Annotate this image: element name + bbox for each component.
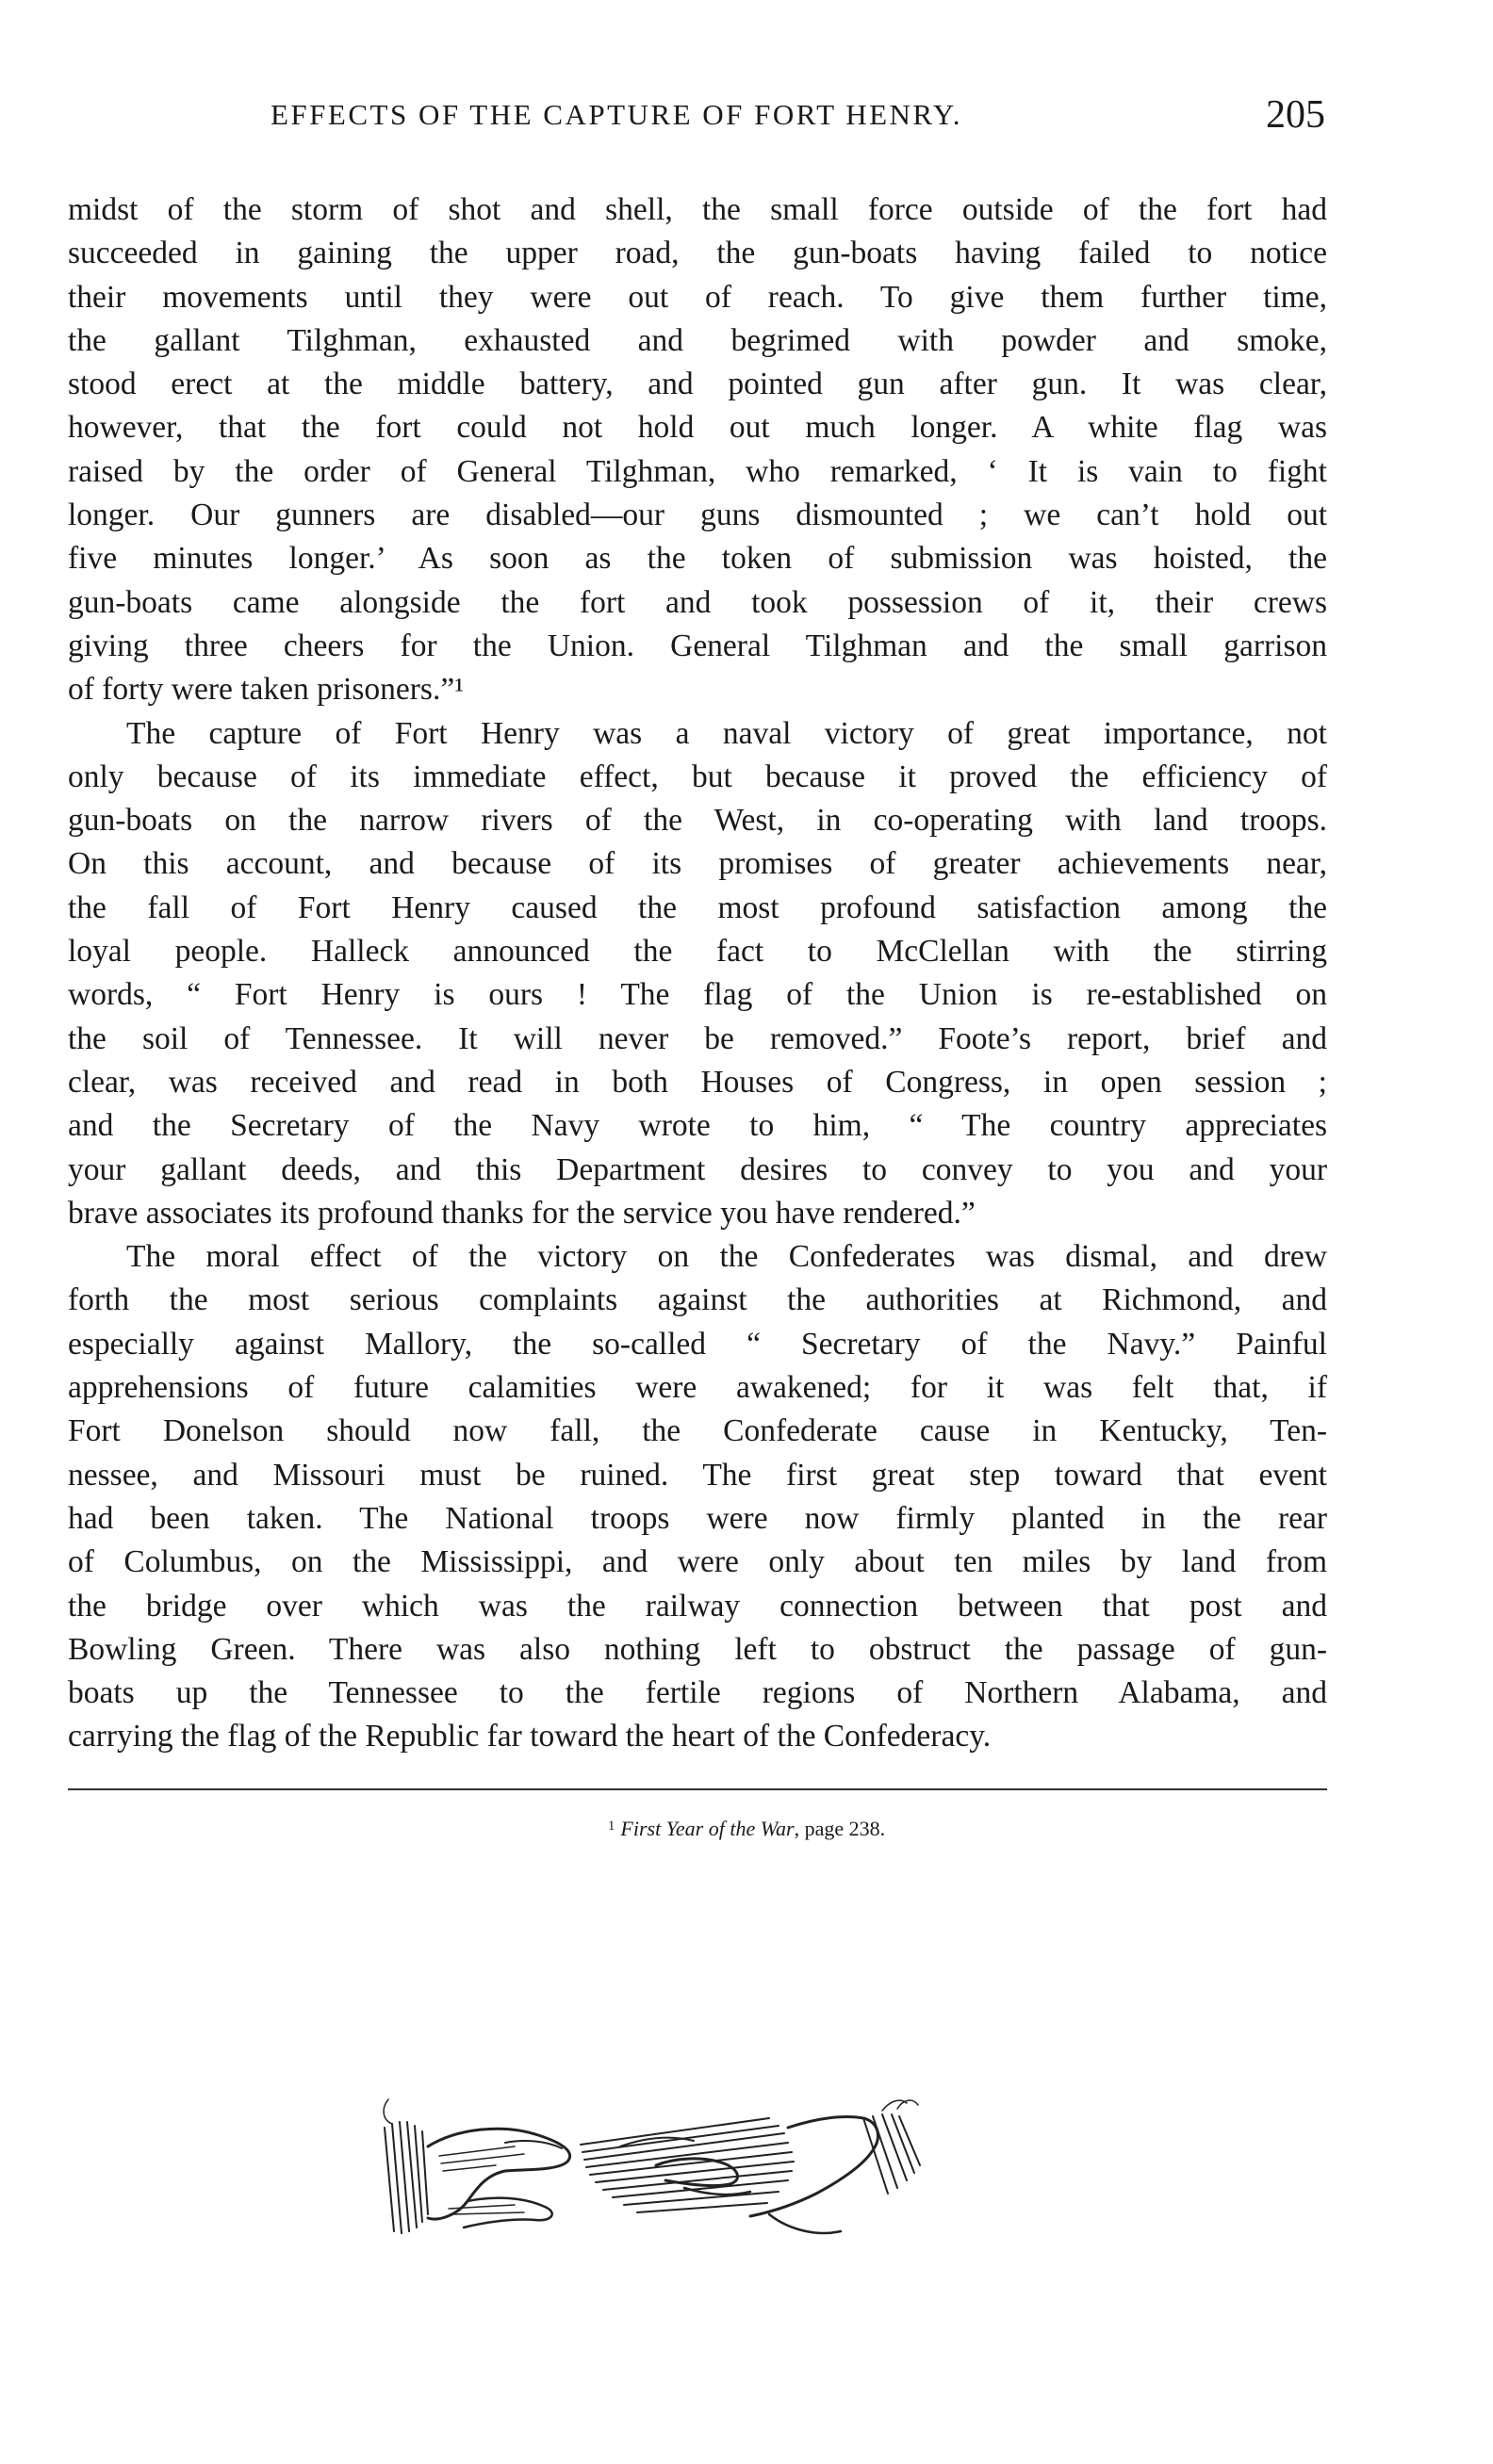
text-line: longer. Our gunners are disabled—our guns dismounted ; we can’t hold out <box>68 498 1327 533</box>
paragraph-start-line: The moral effect of the victory on the Confederates was dismal, and drew <box>126 1239 1327 1275</box>
text-line: stood erect at the middle battery, and pointed gun after gun. It was clear, <box>68 367 1327 402</box>
text-line: the bridge over which was the railway connection between that post and <box>68 1588 1327 1624</box>
text-line: of forty were taken prisoners.”¹ <box>68 672 465 708</box>
text-line: had been taken. The National troops were now firmly planted in the rear <box>68 1500 1327 1536</box>
text-line: the soil of Tennessee. It will never be removed.” Foote’s report, brief and <box>68 1020 1327 1056</box>
body-text <box>68 188 1327 1759</box>
text-line: of Columbus, on the Mississippi, and were only about ten miles by land from <box>68 1544 1327 1580</box>
text-line: raised by the order of General Tilghman, who remarked, ‘ It is vain to fight <box>68 453 1327 489</box>
text-line: five minutes longer.’ As soon as the token of submission was hoisted, the <box>68 541 1327 577</box>
text-line: your gallant deeds, and this Department desires to convey to you and your <box>68 1151 1327 1187</box>
text-line: however, that the fort could not hold out much longer. A white flag was <box>68 410 1327 446</box>
text-line: apprehensions of future calamities were awakened; for it was felt that, if <box>68 1370 1327 1406</box>
text-line: Bowling Green. There was also nothing left to obstruct the passage of gun- <box>68 1631 1327 1667</box>
text-line: carrying the flag of the Republic far toward the heart of the Confederacy. <box>68 1719 992 1754</box>
text-line: nessee, and Missouri must be ruined. The first great step toward that event <box>68 1457 1327 1493</box>
footnote-marker: 1 <box>607 1819 615 1834</box>
running-title: EFFECTS OF THE CAPTURE OF FORT HENRY. <box>271 98 963 131</box>
text-line: and the Secretary of the Navy wrote to him, “ The country appreciates <box>68 1108 1327 1144</box>
text-line: the fall of Fort Henry caused the most profound satisfaction among the <box>68 889 1327 925</box>
text-line: Fort Donelson should now fall, the Confederate cause in Kentucky, Ten- <box>68 1413 1327 1449</box>
text-line: forth the most serious complaints against the authorities at Richmond, and <box>68 1282 1327 1318</box>
text-line: succeeded in gaining the upper road, the gun-boats having failed to notice <box>68 236 1327 271</box>
text-line: especially against Mallory, the so-called “ Secretary of the Navy.” Painful <box>68 1326 1327 1362</box>
paragraph-start-line: The capture of Fort Henry was a naval victory of great importance, not <box>126 715 1327 751</box>
text-line: gun-boats on the narrow rivers of the West, in co-operating with land troops. <box>68 803 1327 839</box>
text-line: On this account, and because of its promises of greater achievements near, <box>68 846 1327 882</box>
text-line: only because of its immediate effect, but because it proved the efficiency of <box>68 759 1327 794</box>
text-line: brave associates its profound thanks for the service you have rendered.” <box>68 1195 976 1231</box>
footnote-source-title: First Year of the War <box>620 1817 795 1840</box>
text-line: clear, was received and read in both Houses of Congress, in open session ; <box>68 1064 1327 1100</box>
running-head <box>0 93 1493 141</box>
text-line: their movements until they were out of reach. To give them further time, <box>68 279 1327 315</box>
text-line: boats up the Tennessee to the fertile regions of Northern Alabama, and <box>68 1675 1327 1711</box>
text-line: the gallant Tilghman, exhausted and begrimed with powder and smoke, <box>68 322 1327 358</box>
clasped-hands-icon <box>373 2090 924 2260</box>
text-line: loyal people. Halleck announced the fact to McClellan with the stirring <box>68 934 1327 970</box>
text-line: giving three cheers for the Union. General Tilghman and the small garrison <box>68 628 1327 663</box>
footnote <box>0 1817 1493 1841</box>
text-line: midst of the storm of shot and shell, the small force outside of the fort had <box>68 192 1327 227</box>
text-line: words, “ Fort Henry is ours ! The flag of the Union is re-established on <box>68 977 1327 1013</box>
footnote-page-reference: , page 238. <box>794 1817 886 1840</box>
footnote-rule <box>68 1788 1327 1790</box>
page-number: 205 <box>1266 93 1325 137</box>
text-line: gun-boats came alongside the fort and took possession of it, their crews <box>68 584 1327 620</box>
